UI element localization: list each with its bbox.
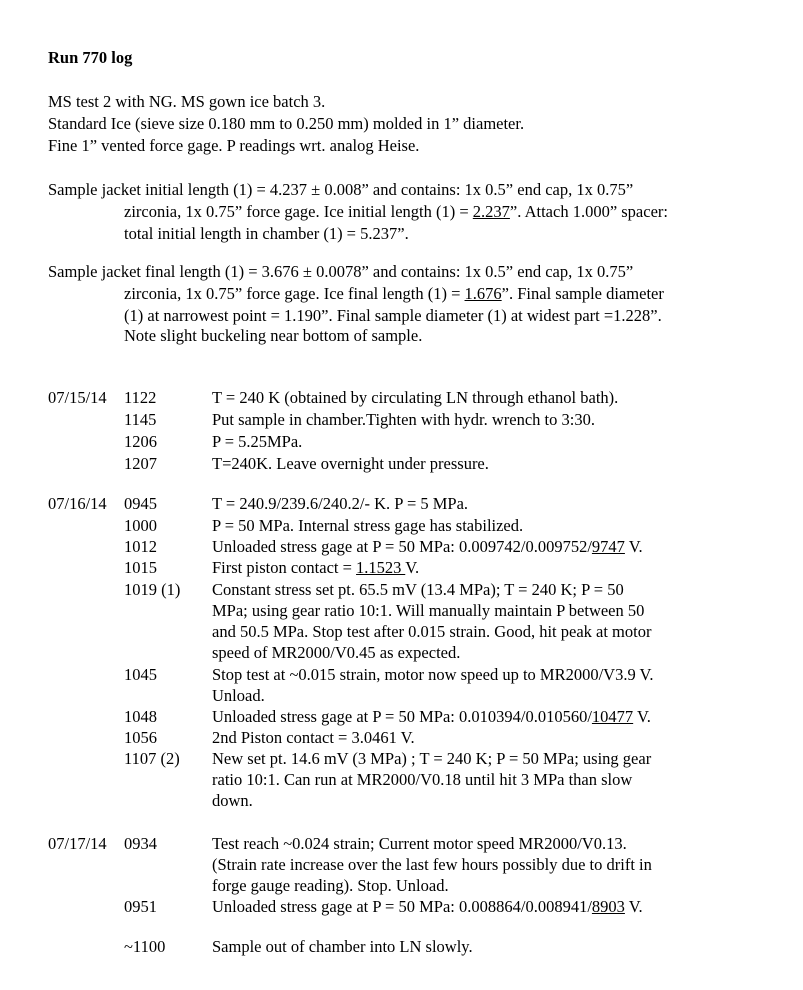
log-entry: and 50.5 MPa. Stop test after 0.015 strain. Good, hit peak at motor xyxy=(212,622,652,641)
log-entry: P = 50 MPa. Internal stress gage has stabilized. xyxy=(212,516,524,535)
log-entry: T = 240.9/239.6/240.2/- K. P = 5 MPa. xyxy=(212,494,469,513)
log-entry-text: Unloaded stress gage at P = 50 MPa: 0.010394/0.010560/ xyxy=(212,707,592,726)
log-time: 1045 xyxy=(124,665,157,684)
underlined-value: 10477 xyxy=(591,707,634,726)
log-entry: forge gauge reading). Stop. Unload. xyxy=(212,876,449,895)
log-time: 1000 xyxy=(124,516,157,535)
final-line: Sample jacket final length (1) = 3.676 ± 0.0078” and contains: 1x 0.5” end cap, 1x 0.75” xyxy=(48,262,634,281)
log-entry-text: V. xyxy=(624,897,643,916)
log-time: 1206 xyxy=(124,432,157,451)
log-time: 1019 (1) xyxy=(124,580,181,599)
log-entry: (Strain rate increase over the last few hours possibly due to drift in xyxy=(212,855,652,874)
log-entry: T = 240 K (obtained by circulating LN through ethanol bath). xyxy=(212,388,619,407)
log-entry: Stop test at ~0.015 strain, motor now speed up to MR2000/V3.9 V. xyxy=(212,665,654,684)
log-time: 0945 xyxy=(124,494,157,513)
log-date: 07/15/14 xyxy=(48,388,107,407)
log-entry: ratio 10:1. Can run at MR2000/V0.18 until hit 3 MPa than slow xyxy=(212,770,633,789)
initial-line: total initial length in chamber (1) = 5.237”. xyxy=(124,224,409,243)
log-entry xyxy=(212,537,643,557)
underlined-value: 9747 xyxy=(591,537,625,556)
log-entry xyxy=(212,707,651,727)
final-text: zirconia, 1x 0.75” force gage. Ice final length (1) = xyxy=(124,284,465,303)
initial-line xyxy=(124,202,668,222)
intro-line: Fine 1” vented force gage. P readings wrt. analog Heise. xyxy=(48,136,420,155)
intro-line: Standard Ice (sieve size 0.180 mm to 0.250 mm) molded in 1” diameter. xyxy=(48,114,525,133)
log-entry: P = 5.25MPa. xyxy=(212,432,303,451)
log-date: 07/16/14 xyxy=(48,494,107,513)
final-line: Note slight buckeling near bottom of sample. xyxy=(124,326,423,345)
initial-line: Sample jacket initial length (1) = 4.237 ± 0.008” and contains: 1x 0.5” end cap, 1x 0.75” xyxy=(48,180,634,199)
log-entry: Unload. xyxy=(212,686,265,705)
underlined-value: 1.1523 xyxy=(356,558,406,577)
log-time: 0951 xyxy=(124,897,157,916)
intro-line: MS test 2 with NG. MS gown ice batch 3. xyxy=(48,92,326,111)
log-entry: Constant stress set pt. 65.5 mV (13.4 MPa); T = 240 K; P = 50 xyxy=(212,580,624,599)
log-time: 1107 (2) xyxy=(124,749,180,768)
log-time: 1122 xyxy=(124,388,157,407)
log-time: 1048 xyxy=(124,707,157,726)
log-entry: T=240K. Leave overnight under pressure. xyxy=(212,454,489,473)
initial-text: zirconia, 1x 0.75” force gage. Ice initial length (1) = xyxy=(124,202,473,221)
log-time: 0934 xyxy=(124,834,157,853)
log-time: ~1100 xyxy=(124,937,166,956)
log-entry: 2nd Piston contact = 3.0461 V. xyxy=(212,728,415,747)
log-time: 1015 xyxy=(124,558,157,577)
log-entry: down. xyxy=(212,791,253,810)
log-time: 1012 xyxy=(124,537,157,556)
log-time: 1056 xyxy=(124,728,157,747)
ice-final-length-value: 1.676 xyxy=(464,284,502,303)
final-line xyxy=(124,284,664,304)
log-entry: speed of MR2000/V0.45 as expected. xyxy=(212,643,461,662)
final-text: ”. Final sample diameter xyxy=(501,284,664,303)
log-entry-text: V. xyxy=(405,558,420,577)
underlined-value: 8903 xyxy=(591,897,625,916)
log-entry xyxy=(212,558,419,578)
log-time: 1145 xyxy=(124,410,157,429)
final-line: (1) at narrowest point = 1.190”. Final sample diameter (1) at widest part =1.228”. xyxy=(124,306,662,325)
log-entry-text: First piston contact = xyxy=(212,558,357,577)
log-entry-text: Unloaded stress gage at P = 50 MPa: 0.008864/0.008941/ xyxy=(212,897,592,916)
log-time: 1207 xyxy=(124,454,157,473)
log-entry: Sample out of chamber into LN slowly. xyxy=(212,937,473,956)
log-entry: MPa; using gear ratio 10:1. Will manually maintain P between 50 xyxy=(212,601,645,620)
log-date: 07/17/14 xyxy=(48,834,107,853)
page-title: Run 770 log xyxy=(48,48,133,67)
log-entry-text: Unloaded stress gage at P = 50 MPa: 0.009742/0.009752/ xyxy=(212,537,592,556)
initial-text: ”. Attach 1.000” spacer: xyxy=(509,202,668,221)
log-entry xyxy=(212,897,643,917)
log-entry: Put sample in chamber.Tighten with hydr. wrench to 3:30. xyxy=(212,410,595,429)
log-entry: New set pt. 14.6 mV (3 MPa) ; T = 240 K; P = 50 MPa; using gear xyxy=(212,749,652,768)
log-entry: Test reach ~0.024 strain; Current motor speed MR2000/V0.13. xyxy=(212,834,627,853)
log-entry-text: V. xyxy=(624,537,643,556)
log-entry-text: V. xyxy=(633,707,651,726)
ice-initial-length-value: 2.237 xyxy=(472,202,510,221)
